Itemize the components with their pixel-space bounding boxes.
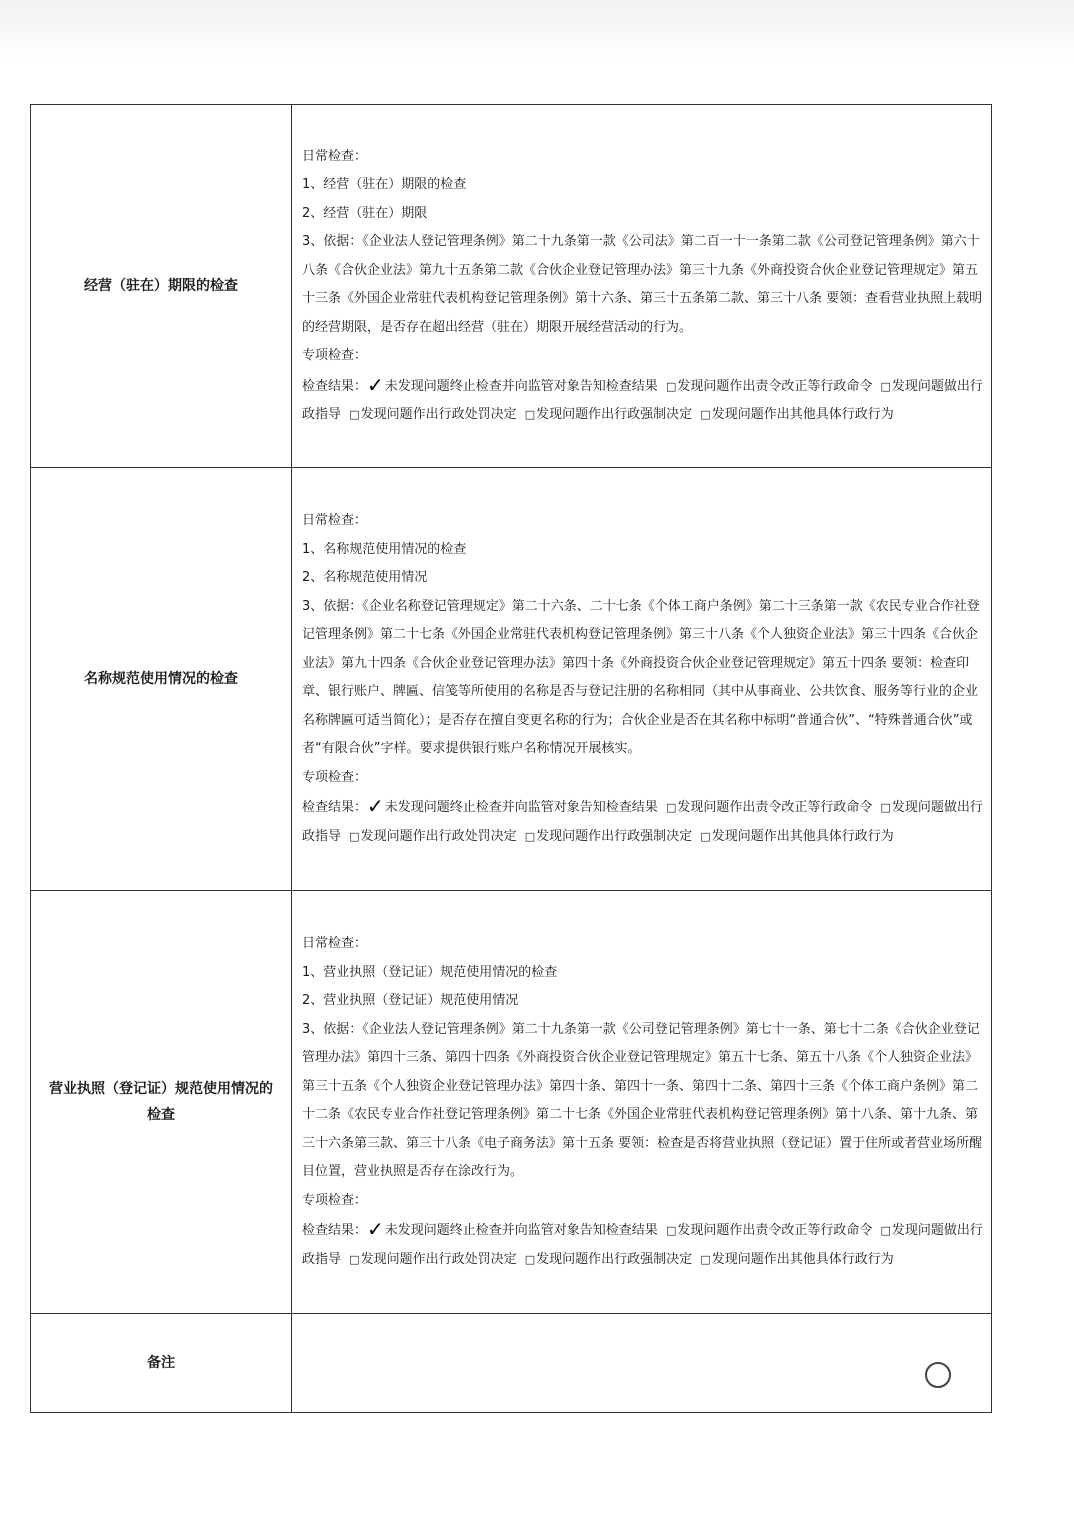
special-title: 专项检查： [302,1192,368,1208]
special-title: 专项检查： [302,769,368,785]
result-label: 检查结果： [302,1223,368,1238]
checkbox-icon[interactable]: □ [700,1252,711,1266]
option-1: 未发现问题终止检查并向监管对象告知检查结果 [384,378,658,394]
option-5: 发现问题作出行政强制决定 [536,828,693,844]
daily-title: 日常检查： [302,936,368,951]
row-content [292,105,992,468]
table-row [31,468,992,891]
daily-title: 日常检查： [302,513,368,528]
table-row [31,105,992,468]
result-line [302,792,983,851]
result-label: 检查结果： [302,800,368,815]
row-label: 经营（驻在）期限的检查 [31,105,292,468]
remark-label: 备注 [31,1314,292,1413]
checkbox-icon[interactable]: □ [665,1224,677,1237]
checkbox-icon[interactable]: □ [700,829,711,843]
checkbox-icon[interactable]: □ [524,408,536,421]
checkbox-icon[interactable]: □ [700,408,711,421]
result-label: 检查结果： [302,378,368,394]
checkbox-icon[interactable]: □ [880,1224,891,1237]
option-5: 发现问题作出行政强制决定 [536,1251,693,1267]
item-1: 1、经营（驻在）期限的检查 [302,177,467,192]
option-3: 发现问题做出行政指导 [302,1223,983,1267]
option-4: 发现问题作出行政处罚决定 [360,1251,517,1267]
option-4: 发现问题作出行政处罚决定 [360,828,517,844]
item-2: 2、名称规范使用情况 [302,570,428,585]
item-3-basis: 3、依据：《企业法人登记管理条例》第二十九条第一款《公司法》第二百一十一条第二款《公司登记管理条例》第六十八条《合伙企业法》第九十五条第二款《合伙企业登记管理办法》第三十九条《外商投资合伙企业登记管理规定》第五十三条《外国企业常驻代表机构登记管理条例》第十六条、第三十五条第二款、第三十八条 要领：查看营业执照上载明的经营期限，是否存在超出经营（驻在）期限开展经营活动的行为。 [302,234,983,335]
option-3: 发现问题做出行政指导 [302,378,983,422]
seal-icon [925,1362,951,1388]
item-1: 1、名称规范使用情况的检查 [302,541,467,557]
checkbox-icon[interactable]: □ [349,1252,360,1266]
checkbox-icon[interactable]: □ [880,801,891,814]
scan-edge [0,0,1074,60]
option-3: 发现问题做出行政指导 [302,800,983,844]
checkbox-icon[interactable]: □ [349,829,360,843]
item-2: 2、经营（驻在）期限 [302,205,428,221]
checkbox-icon[interactable]: □ [665,801,677,814]
checkmark-icon: ✓ [367,372,384,397]
item-3-basis: 3、依据：《企业名称登记管理规定》第二十六条、二十七条《个体工商户条例》第二十三条第一款《农民专业合作社登记管理条例》第二十七条《外国企业常驻代表机构登记管理条例》第三十八条《个人独资企业法》第三十四条《合伙企业法》第九十四条《合伙企业登记管理办法》第四十条《外商投资合伙企业登记管理规定》第五十四条 要领：检查印章、银行账户、牌匾、信笺等所使用的名称是否与登记注册的名称相同（其中从事商业、公共饮食、服务等行业的企业名称牌匾可适当简化）；是否存在擅自变更名称的行为；合伙企业是否在其名称中标明“普通合伙”、“特殊普通合伙”或者“有限合伙”字样。要求提供银行账户名称情况开展核实。 [302,598,980,756]
checkbox-icon[interactable]: □ [524,829,536,843]
row-content [292,468,992,891]
option-6: 发现问题作出其他具体行政行为 [711,1251,894,1267]
option-1: 未发现问题终止检查并向监管对象告知检查结果 [384,1223,658,1238]
option-6: 发现问题作出其他具体行政行为 [711,407,894,422]
checkbox-icon[interactable]: □ [349,408,360,421]
inspection-table [30,104,992,1413]
special-title: 专项检查： [302,348,368,363]
checkmark-icon: ✓ [367,794,384,818]
item-3-basis: 3、依据：《企业法人登记管理条例》第二十九条第一款《公司登记管理条例》第七十一条、第七十二条《合伙企业登记管理办法》第四十三条、第四十四条《外商投资合伙企业登记管理规定》第五十七条、第五十八条《个人独资企业法》第三十五条《个人独资企业登记管理办法》第四十条、第四十一条、第四十二条、第四十三条《个体工商户条例》第二十二条《农民专业合作社登记管理条例》第二十七条《外国企业常驻代表机构登记管理条例》第十八条、第十九条、第三十六条第三款、第三十八条《电子商务法》第十五条 要领：检查是否将营业执照（登记证）置于住所或者营业场所醒目位置，营业执照是否存在涂改行为。 [302,1021,983,1179]
option-1: 未发现问题终止检查并向监管对象告知检查结果 [384,800,658,815]
checkbox-icon[interactable]: □ [524,1252,536,1266]
option-2: 发现问题作出责令改正等行政命令 [677,800,873,815]
option-5: 发现问题作出行政强制决定 [536,407,693,422]
item-1: 1、营业执照（登记证）规范使用情况的检查 [302,964,558,980]
table-row [31,891,992,1314]
row-label: 营业执照（登记证）规范使用情况的检查 [31,891,292,1314]
daily-title: 日常检查： [302,148,368,164]
checkbox-icon[interactable]: □ [880,379,891,393]
option-6: 发现问题作出其他具体行政行为 [711,828,894,844]
checkmark-icon: ✓ [367,1217,384,1241]
row-content [292,891,992,1314]
table-row [31,1314,992,1413]
option-2: 发现问题作出责令改正等行政命令 [677,378,873,394]
remark-field[interactable] [292,1314,992,1413]
option-4: 发现问题作出行政处罚决定 [360,407,517,422]
result-line [302,371,983,430]
item-2: 2、营业执照（登记证）规范使用情况 [302,993,519,1008]
inspection-form [30,104,992,1413]
result-line [302,1215,983,1274]
checkbox-icon[interactable]: □ [665,379,677,393]
row-label: 名称规范使用情况的检查 [31,468,292,891]
option-2: 发现问题作出责令改正等行政命令 [677,1223,873,1238]
